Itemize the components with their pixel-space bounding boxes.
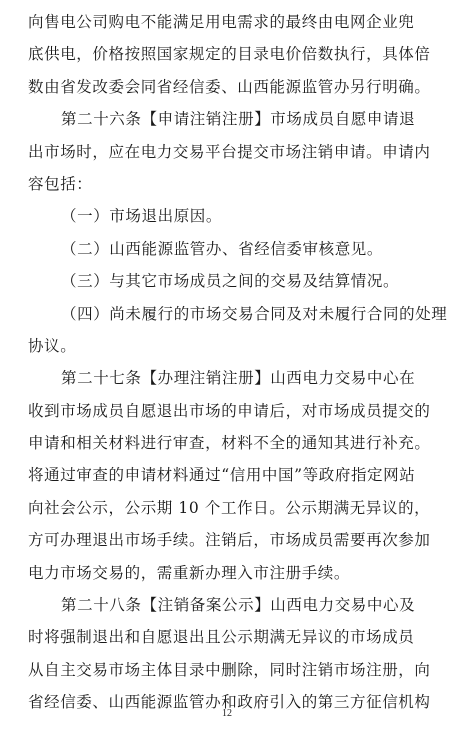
text-line: 出市场时，应在电力交易平台提交市场注销申请。申请内 (28, 142, 431, 161)
list-item-1: （一）市场退出原因。 (61, 207, 223, 226)
page-number: 12 (222, 708, 232, 719)
text-line: 收到市场成员自愿退出市场的申请后，对市场成员提交的 (28, 401, 431, 420)
text-line: 数由省发改委会同省经信委、山西能源监管办另行明确。 (28, 77, 431, 96)
article-28-heading-line: 第二十八条【注销备案公示】山西电力交易中心及 (61, 596, 416, 615)
text-line: 底供电，价格按照国家规定的目录电价倍数执行，具体倍 (28, 45, 431, 64)
list-item-2: （二）山西能源监管办、省经信委审核意见。 (61, 239, 384, 258)
list-item-4: （四）尚未履行的市场交易合同及对未履行合同的处理 (61, 304, 448, 323)
text-line: 从自主交易市场主体目录中删除，同时注销市场注册，向 (28, 660, 431, 679)
text-line: 容包括： (28, 174, 93, 193)
text-line: 向社会公示，公示期 10 个工作日。公示期满无异议的， (28, 498, 431, 517)
text-line: 电力市场交易的，需重新办理入市注册手续。 (28, 563, 351, 582)
text-line: 方可办理退出市场手续。注销后，市场成员需要再次参加 (28, 531, 431, 550)
list-item-3: （三）与其它市场成员之间的交易及结算情况。 (61, 272, 400, 291)
text-line: 向售电公司购电不能满足用电需求的最终由电网企业兜 (28, 13, 415, 31)
article-26-heading-line: 第二十六条【申请注销注册】市场成员自愿申请退 (61, 110, 416, 129)
document-body (28, 6, 448, 719)
article-27-heading-line: 第二十七条【办理注销注册】山西电力交易中心在 (61, 369, 416, 388)
text-line: 省经信委、山西能源监管办和政府引入的第三方征信机构 (28, 693, 431, 712)
text-line: 协议。 (28, 336, 77, 355)
text-line: 时将强制退出和自愿退出且公示期满无异议的市场成员 (28, 628, 415, 647)
text-line: 将通过审查的申请材料通过“信用中国”等政府指定网站 (28, 466, 416, 485)
text-line: 申请和相关材料进行审查，材料不全的通知其进行补充。 (28, 434, 431, 453)
